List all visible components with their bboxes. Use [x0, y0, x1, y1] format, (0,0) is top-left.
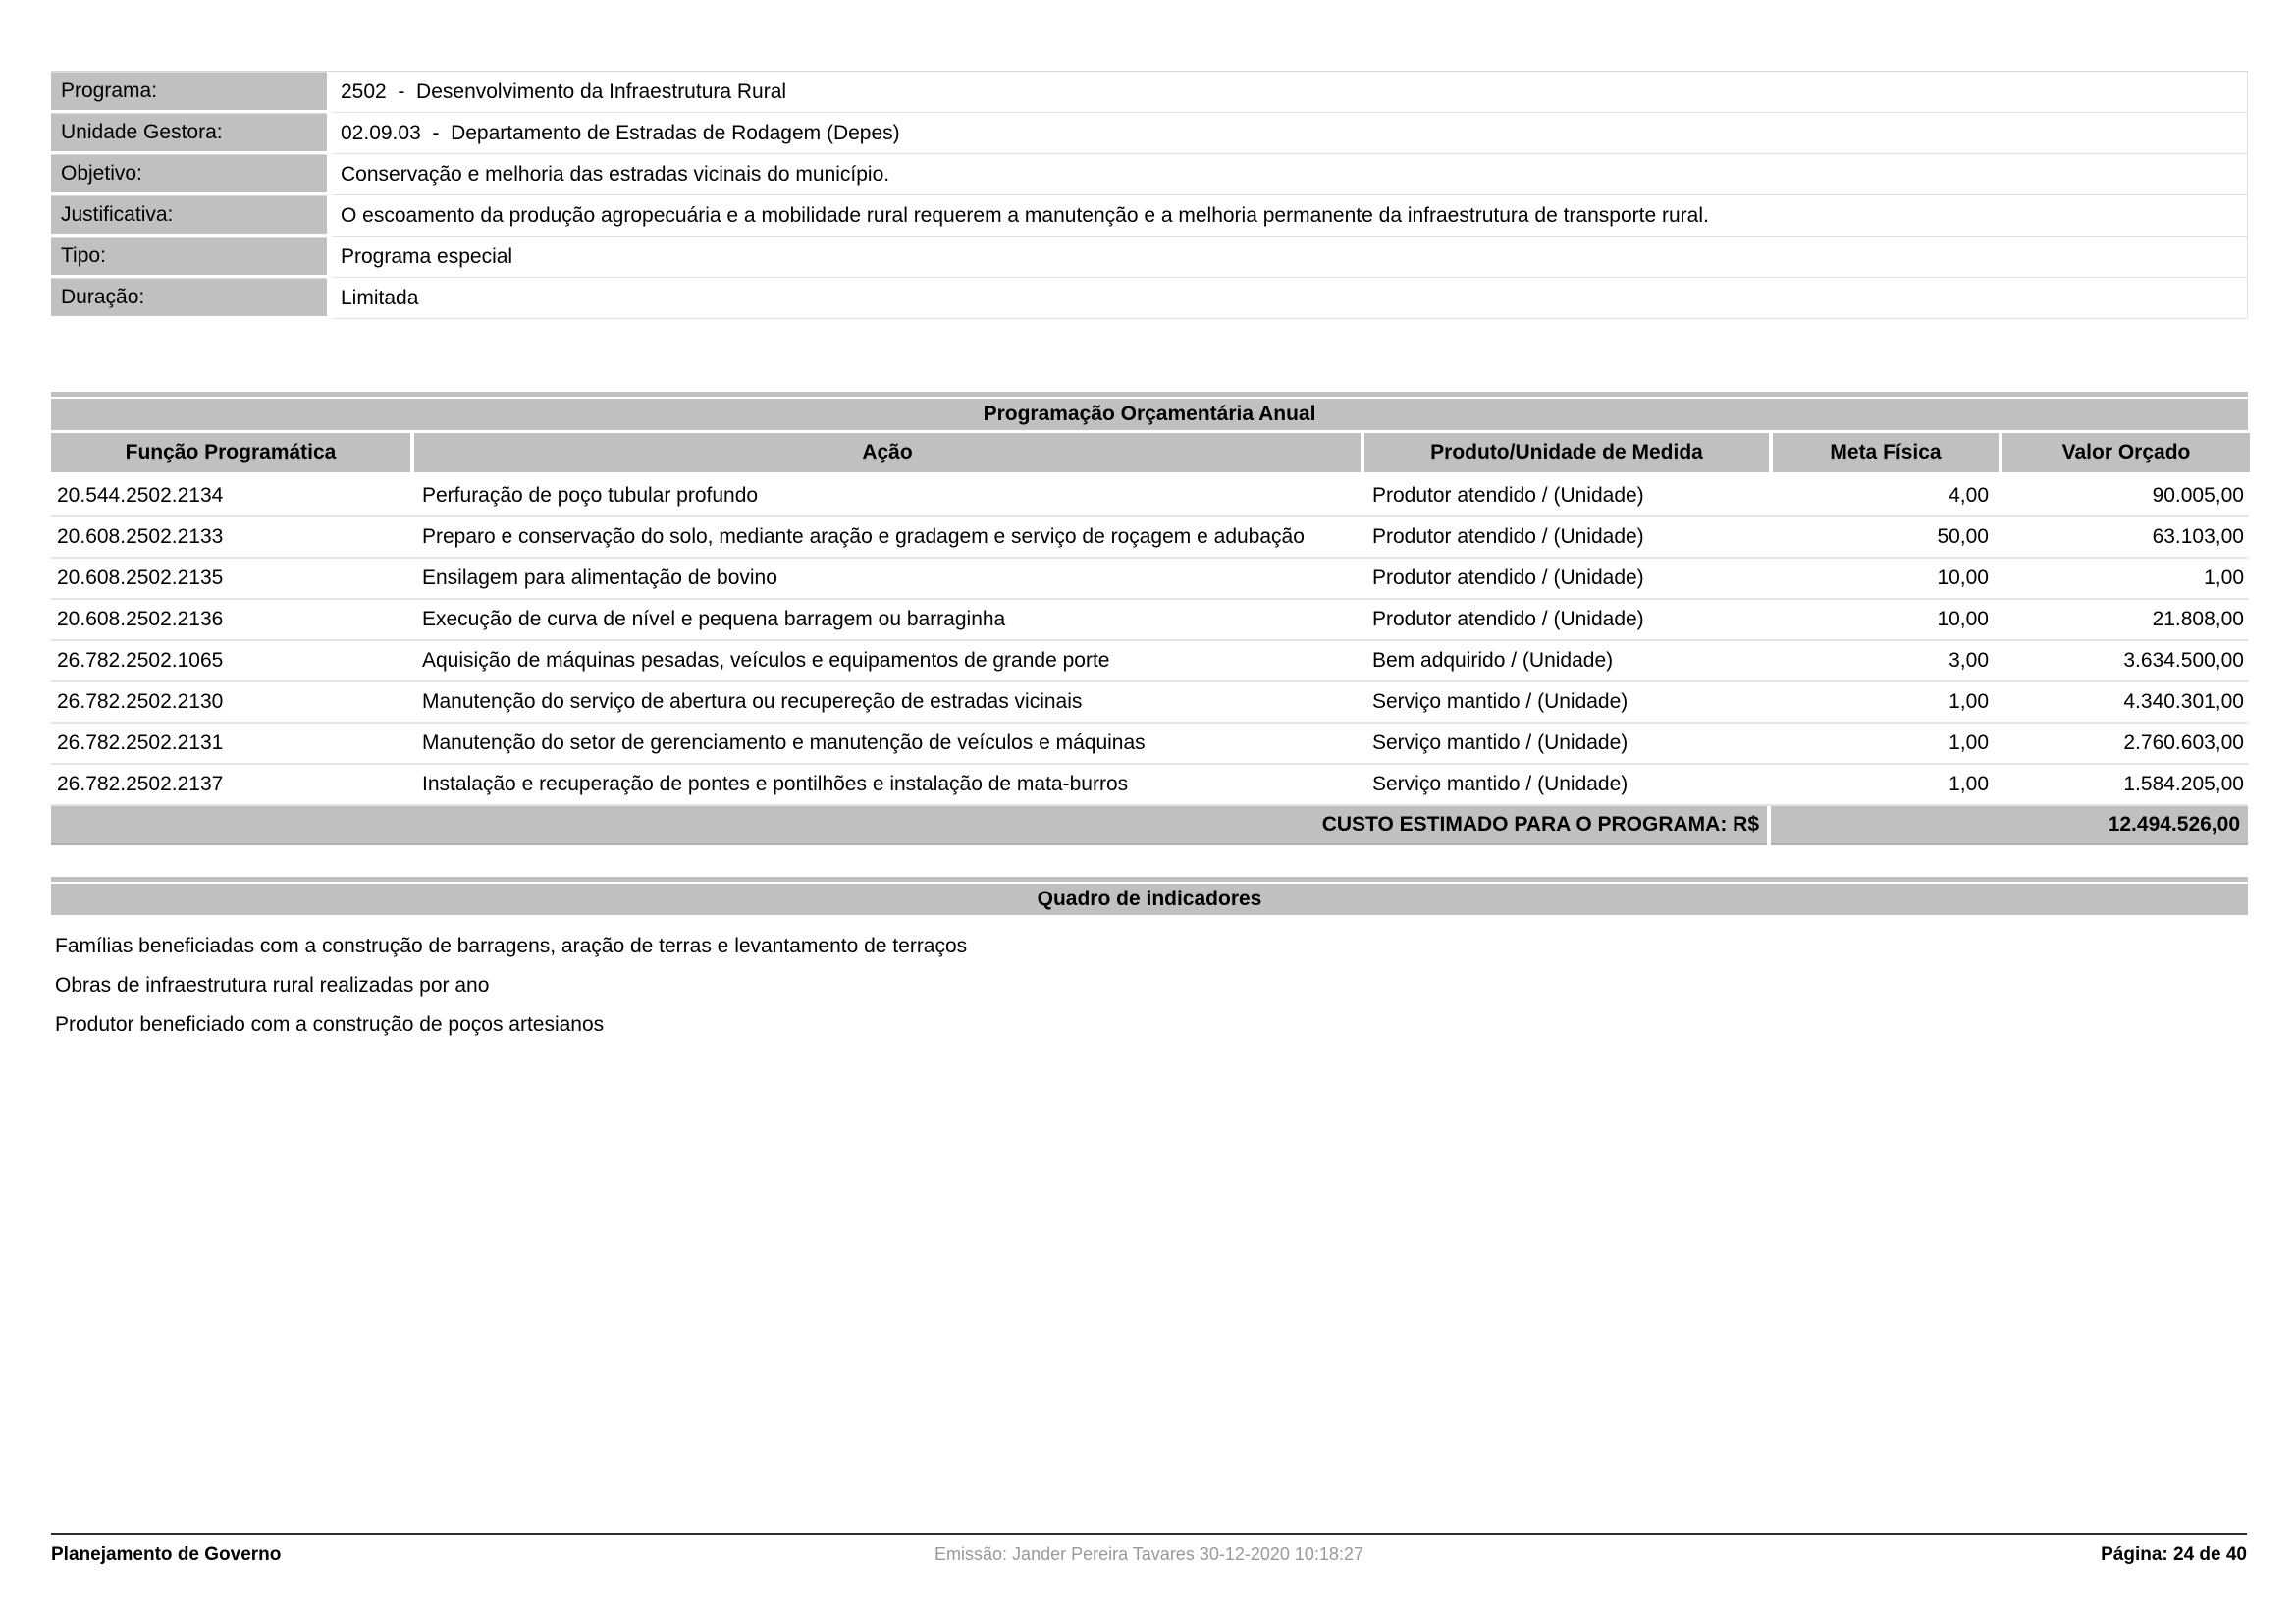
table-row: [51, 682, 2248, 724]
column-header-meta-fisica: Meta Física: [1773, 433, 1999, 472]
cell-acao: Manutenção do setor de gerenciamento e manutenção de veículos e máquinas: [422, 731, 1146, 754]
cell-meta: 3,00: [1949, 649, 1989, 672]
list-item: Produtor beneficiado com a construção de poços artesianos: [55, 1013, 605, 1036]
info-row-duracao: [51, 278, 2248, 319]
cell-produto: Serviço mantido / (Unidade): [1372, 690, 1629, 713]
program-total-row: [51, 806, 2248, 845]
info-value: Limitada: [332, 278, 2248, 319]
list-item: Famílias beneficiadas com a construção de barragens, aração de terras e levantamento de terraços: [55, 935, 968, 957]
table-row: [51, 724, 2248, 765]
cell-funcao: 20.608.2502.2135: [57, 567, 224, 589]
cell-funcao: 20.608.2502.2133: [57, 525, 224, 548]
cell-produto: Bem adquirido / (Unidade): [1372, 649, 1614, 672]
cell-acao: Instalação e recuperação de pontes e pontilhões e instalação de mata-burros: [422, 773, 1129, 795]
info-value: Programa especial: [332, 237, 2248, 278]
cell-valor: 63.103,00: [2152, 525, 2244, 548]
program-info-table: [51, 71, 2248, 319]
cell-meta: 1,00: [1949, 731, 1989, 754]
cell-acao: Perfuração de poço tubular profundo: [422, 484, 759, 507]
info-label: Duração:: [51, 278, 327, 319]
info-label: Tipo:: [51, 237, 327, 278]
cell-valor: 1.584.205,00: [2123, 773, 2244, 795]
indicators-top-strip: [51, 877, 2248, 882]
cell-meta: 50,00: [1937, 525, 1989, 548]
cell-valor: 21.808,00: [2152, 608, 2244, 630]
table-row: [51, 765, 2248, 806]
info-row-programa: [51, 72, 2248, 113]
cell-produto: Produtor atendido / (Unidade): [1372, 608, 1644, 630]
cell-meta: 1,00: [1949, 773, 1989, 795]
budget-table-top-strip: [51, 392, 2248, 397]
cell-funcao: 26.782.2502.1065: [57, 649, 224, 672]
footer-report-name: Planejamento de Governo: [51, 1544, 282, 1565]
program-total-label: CUSTO ESTIMADO PARA O PROGRAMA: R$: [51, 806, 1767, 845]
table-row: [51, 641, 2248, 682]
budget-table-header: [51, 433, 2248, 472]
cell-acao: Ensilagem para alimentação de bovino: [422, 567, 777, 589]
info-row-tipo: [51, 237, 2248, 278]
indicators-title: Quadro de indicadores: [51, 884, 2248, 915]
cell-funcao: 20.544.2502.2134: [57, 484, 224, 507]
budget-table-title: Programação Orçamentária Anual: [51, 399, 2248, 430]
cell-acao: Aquisição de máquinas pesadas, veículos e equipamentos de grande porte: [422, 649, 1110, 672]
info-label: Objetivo:: [51, 154, 327, 195]
cell-meta: 10,00: [1937, 567, 1989, 589]
cell-meta: 4,00: [1949, 484, 1989, 507]
footer-emission-info: Emissão: Jander Pereira Tavares 30-12-2020 10:18:27: [934, 1544, 1363, 1564]
info-row-unidade-gestora: [51, 113, 2248, 154]
table-row: [51, 517, 2248, 559]
cell-valor: 4.340.301,00: [2123, 690, 2244, 713]
info-label: Justificativa:: [51, 195, 327, 237]
cell-valor: 1,00: [2204, 567, 2244, 589]
info-value: 2502 - Desenvolvimento da Infraestrutura Rural: [332, 72, 2248, 113]
cell-produto: Produtor atendido / (Unidade): [1372, 567, 1644, 589]
cell-acao: Execução de curva de nível e pequena barragem ou barraginha: [422, 608, 1006, 630]
footer-page-number: Página: 24 de 40: [2101, 1544, 2247, 1565]
table-row: [51, 600, 2248, 641]
budget-table: [51, 392, 2248, 845]
cell-valor: 2.760.603,00: [2123, 731, 2244, 754]
cell-acao: Manutenção do serviço de abertura ou recupereção de estradas vicinais: [422, 690, 1083, 713]
cell-valor: 90.005,00: [2152, 484, 2244, 507]
column-header-produto-unidade: Produto/Unidade de Medida: [1364, 433, 1769, 472]
table-row: [51, 476, 2248, 517]
info-value: O escoamento da produção agropecuária e a mobilidade rural requerem a manutenção e a melhoria permanente da infraestrutura de transporte rural.: [332, 195, 2248, 237]
cell-funcao: 26.782.2502.2131: [57, 731, 224, 754]
cell-funcao: 26.782.2502.2130: [57, 690, 224, 713]
cell-meta: 10,00: [1937, 608, 1989, 630]
program-total-value: 12.494.526,00: [1771, 806, 2248, 845]
info-row-justificativa: [51, 195, 2248, 237]
cell-produto: Produtor atendido / (Unidade): [1372, 484, 1644, 507]
info-row-objetivo: [51, 154, 2248, 195]
column-header-acao: Ação: [414, 433, 1361, 472]
cell-acao: Preparo e conservação do solo, mediante aração e gradagem e serviço de roçagem e adubação: [422, 525, 1305, 548]
cell-funcao: 26.782.2502.2137: [57, 773, 224, 795]
list-item: Obras de infraestrutura rural realizadas por ano: [55, 974, 490, 997]
indicator-list: [51, 927, 2248, 1045]
cell-valor: 3.634.500,00: [2123, 649, 2244, 672]
cell-produto: Produtor atendido / (Unidade): [1372, 525, 1644, 548]
info-label: Programa:: [51, 72, 327, 113]
info-label: Unidade Gestora:: [51, 113, 327, 154]
info-value: 02.09.03 - Departamento de Estradas de Rodagem (Depes): [332, 113, 2248, 154]
cell-produto: Serviço mantido / (Unidade): [1372, 731, 1629, 754]
cell-meta: 1,00: [1949, 690, 1989, 713]
indicators-section: [51, 877, 2248, 1045]
table-row: [51, 559, 2248, 600]
page-footer: [51, 1533, 2247, 1566]
report-content: [51, 0, 2248, 1045]
column-header-funcao-programatica: Função Programática: [51, 433, 410, 472]
info-value: Conservação e melhoria das estradas vicinais do município.: [332, 154, 2248, 195]
cell-produto: Serviço mantido / (Unidade): [1372, 773, 1629, 795]
column-header-valor-orcado: Valor Orçado: [2002, 433, 2250, 472]
cell-funcao: 20.608.2502.2136: [57, 608, 224, 630]
